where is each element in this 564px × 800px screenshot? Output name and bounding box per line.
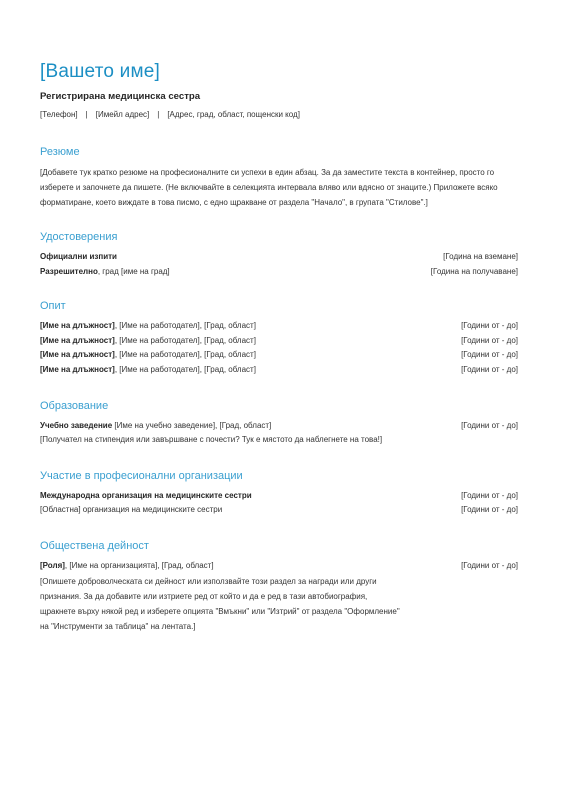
community-section: [40, 539, 518, 634]
experience-years: [Години от - до]: [461, 335, 518, 345]
experience-text: [Име на длъжност], [Име на работодател], [Град, област]: [40, 364, 256, 374]
education-row[interactable]: [40, 419, 518, 434]
community-text: [Роля], [Име на организацията], [Град, област]: [40, 560, 214, 570]
email-field[interactable]: [Имейл адрес]: [95, 110, 150, 119]
experience-years: [Години от - до]: [461, 350, 518, 360]
phone-field[interactable]: [Телефон]: [40, 110, 78, 119]
community-years: [Години от - до]: [461, 560, 518, 570]
memberships-section: [40, 469, 518, 518]
membership-years: [Години от - до]: [461, 490, 518, 500]
community-description[interactable]: [Опишете доброволческата си дейност или използвайте този раздел за награди или други признания. За да добавите или изтриете ред от който и да е ред в тази автобиография, щракнете върху някой ред и изберете опцията "Вмъкни" или "Изтрий" от раздела "Оформление" на "Инструменти за таблица" на лентата.]: [40, 576, 400, 631]
contact-line: [40, 109, 518, 121]
credential-year: [Година на получаване]: [430, 266, 518, 276]
section-title-community: Обществена дейност: [40, 539, 149, 552]
experience-text: [Име на длъжност], [Име на работодател], [Град, област]: [40, 321, 256, 331]
contact-separator: |: [85, 110, 88, 119]
education-years: [Години от - до]: [461, 420, 518, 430]
education-note[interactable]: [Получател на стипендия или завършване с почести? Тук е мястото да наблегнете на това!]: [40, 435, 383, 445]
credential-row[interactable]: [40, 250, 518, 265]
experience-text: [Име на длъжност], [Име на работодател], [Град, област]: [40, 335, 256, 345]
community-row[interactable]: [40, 559, 518, 574]
summary-text[interactable]: [Добавете тук кратко резюме на професионалните си успехи в един абзац. За да заместите текста в контейнер, просто го изберете и започнете да пишете. (Не включвайте в селекцията интервала вляво или вдясно от знаците.) Приложете всяко форматиране, което виждате в това писмо, с едно щракване от раздела "Начало", в групата "Стилове".]: [40, 168, 498, 207]
experience-years: [Години от - до]: [461, 364, 518, 374]
experience-section: [40, 299, 518, 377]
membership-text: [Областна] организация на медицинските сестри: [40, 505, 223, 515]
experience-row[interactable]: [40, 363, 518, 378]
section-title-summary: Резюме: [40, 146, 80, 158]
experience-row[interactable]: [40, 348, 518, 363]
summary-section: [40, 145, 518, 210]
address-field[interactable]: [Адрес, град, област, пощенски код]: [167, 110, 300, 119]
experience-text: [Име на длъжност], [Име на работодател], [Град, област]: [40, 350, 256, 360]
section-title-memberships: Участие в професионални организации: [40, 469, 243, 482]
experience-years: [Години от - до]: [461, 321, 518, 331]
credentials-section: [40, 230, 518, 279]
credential-row[interactable]: [40, 265, 518, 280]
education-section: [40, 399, 518, 448]
experience-row[interactable]: [40, 334, 518, 349]
experience-row[interactable]: [40, 319, 518, 334]
membership-row[interactable]: [40, 489, 518, 504]
credential-text: Официални изпити: [40, 252, 117, 261]
section-title-experience: Опит: [40, 300, 66, 313]
credential-text: Разрешително, град [име на град]: [40, 266, 170, 276]
credential-year: [Година на вземане]: [443, 252, 518, 261]
membership-years: [Години от - до]: [461, 505, 518, 515]
section-title-education: Образование: [40, 399, 109, 412]
resume-subtitle[interactable]: Регистрирана медицинска сестра: [40, 91, 201, 102]
resume-name[interactable]: [Вашето име]: [40, 61, 160, 82]
section-title-credentials: Удостоверения: [40, 231, 118, 243]
resume-page: [40, 58, 518, 634]
contact-separator: |: [157, 110, 160, 119]
membership-text: Международна организация на медицинските сестри: [40, 490, 252, 500]
membership-row[interactable]: [40, 503, 518, 518]
education-text: Учебно заведение [Име на учебно заведение], [Град, област]: [40, 420, 272, 430]
